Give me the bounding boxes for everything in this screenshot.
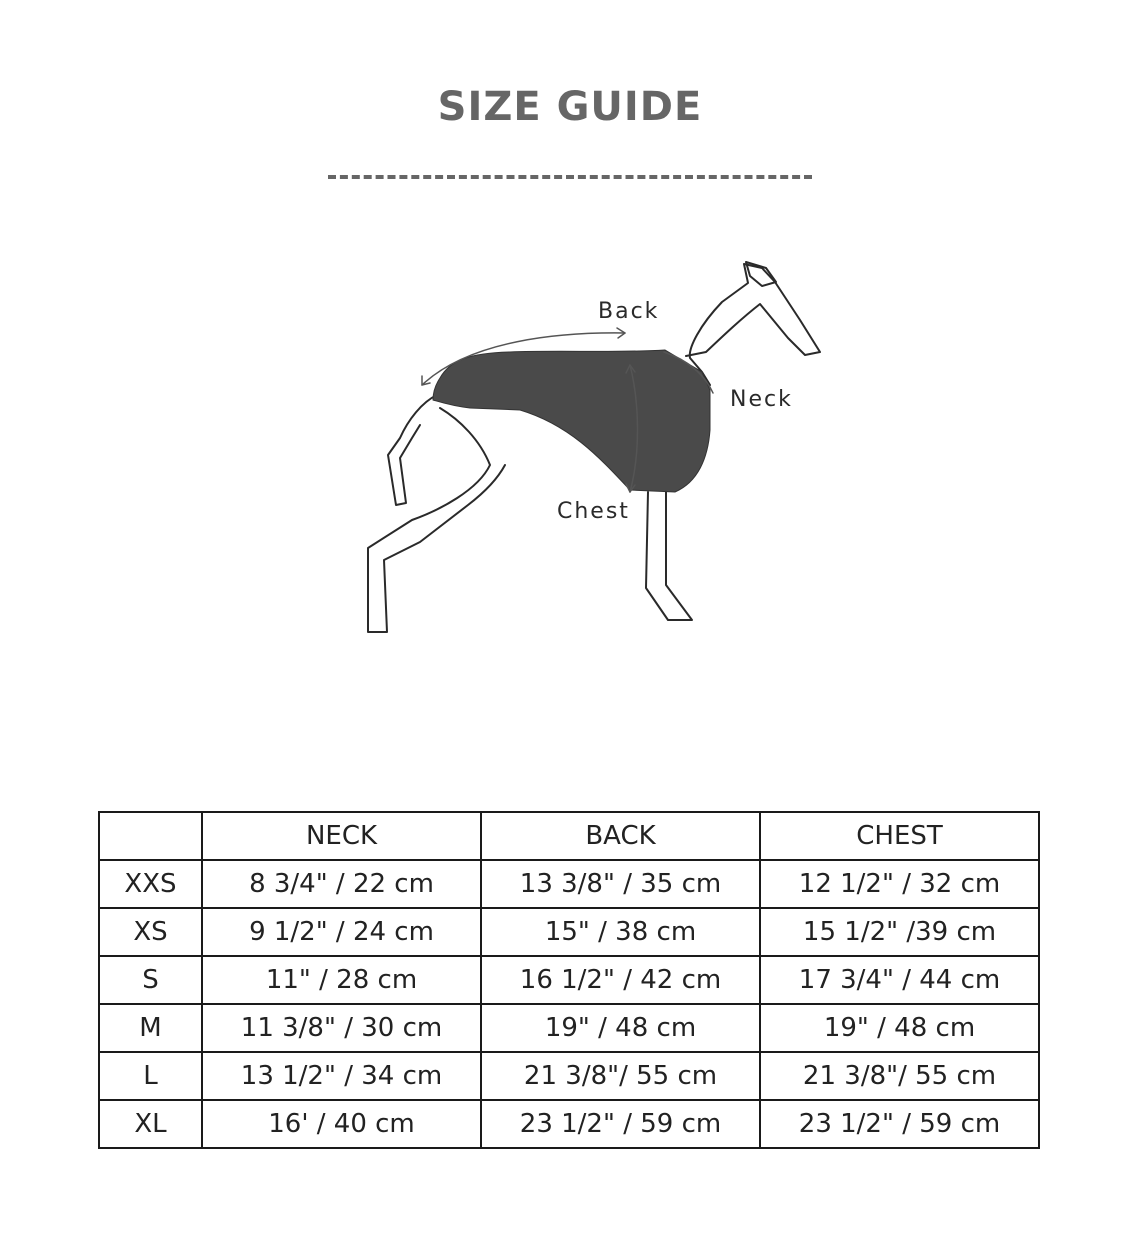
page-title: SIZE GUIDE [437,84,703,130]
size-cell: XL [99,1100,202,1148]
back-label: Back [598,299,660,324]
table-row [99,1100,1039,1148]
header-back: BACK [481,812,760,860]
chest-label: Chest [557,499,630,524]
back-cell: 21 3/8"/ 55 cm [481,1052,760,1100]
chest-cell: 21 3/8"/ 55 cm [760,1052,1039,1100]
size-cell: XS [99,908,202,956]
back-cell: 13 3/8" / 35 cm [481,860,760,908]
header-chest: CHEST [760,812,1039,860]
neck-label: Neck [730,387,793,412]
chest-cell: 15 1/2" /39 cm [760,908,1039,956]
back-cell: 16 1/2" / 42 cm [481,956,760,1004]
table-row [99,860,1039,908]
back-cell: 23 1/2" / 59 cm [481,1100,760,1148]
size-cell: S [99,956,202,1004]
dog-measurement-illustration [290,205,850,665]
neck-cell: 8 3/4" / 22 cm [202,860,481,908]
neck-cell: 13 1/2" / 34 cm [202,1052,481,1100]
table-header-row [99,812,1039,860]
table-row [99,956,1039,1004]
neck-cell: 11 3/8" / 30 cm [202,1004,481,1052]
chest-cell: 12 1/2" / 32 cm [760,860,1039,908]
neck-cell: 9 1/2" / 24 cm [202,908,481,956]
back-cell: 15" / 38 cm [481,908,760,956]
chest-cell: 19" / 48 cm [760,1004,1039,1052]
neck-cell: 16' / 40 cm [202,1100,481,1148]
size-cell: M [99,1004,202,1052]
back-cell: 19" / 48 cm [481,1004,760,1052]
header-neck: NECK [202,812,481,860]
chest-cell: 17 3/4" / 44 cm [760,956,1039,1004]
table-row [99,1004,1039,1052]
dog-coat [433,350,710,492]
size-cell: XXS [99,860,202,908]
neck-cell: 11" / 28 cm [202,956,481,1004]
table-row [99,908,1039,956]
size-chart-table [98,811,1040,1149]
header-size [99,812,202,860]
table-row [99,1052,1039,1100]
dashed-divider [328,175,812,179]
chest-cell: 23 1/2" / 59 cm [760,1100,1039,1148]
size-cell: L [99,1052,202,1100]
